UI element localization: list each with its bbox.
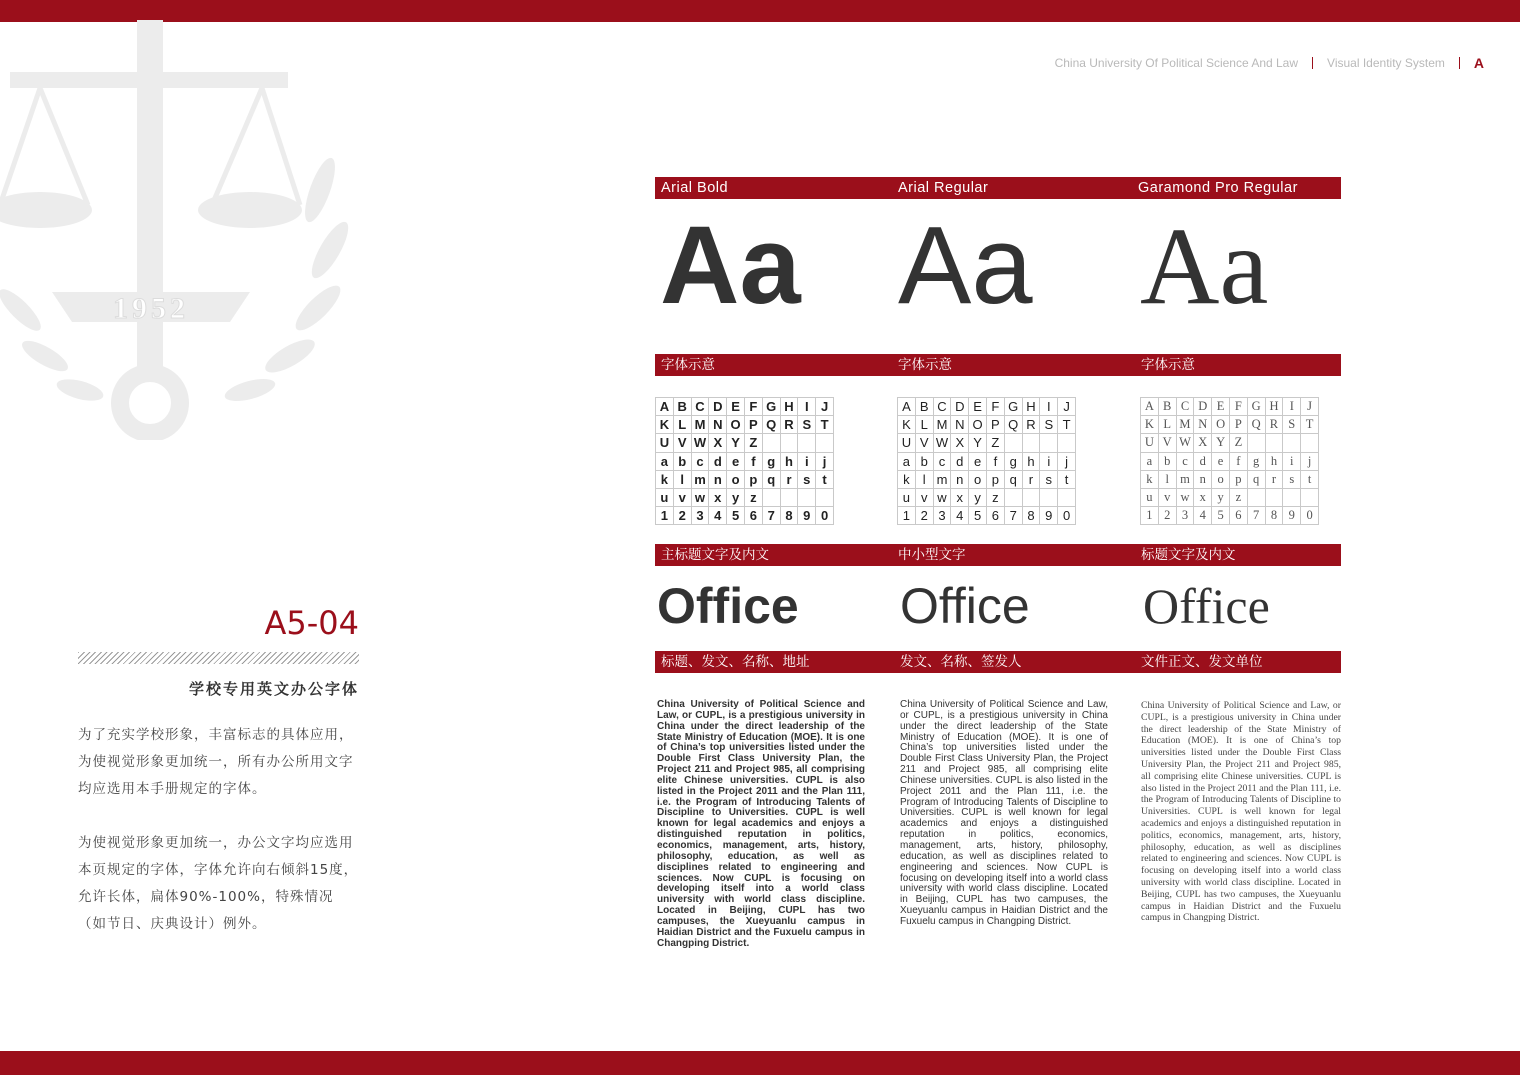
char-grid-cell: U bbox=[1141, 434, 1159, 452]
body-text-arial-regular: China University of Political Science and Law, or CUPL, is a prestigious university in China under the direct leadership of the State Ministry of Education (MOE). It is one of China’s top universities listed under the Double First Class University Plan, the Project 211 and Project 985, all comprising elite Chinese universities. CUPL is also listed in the Project 2011 and the Plan 111, i.e. the Program of Introducing Talents of Discipline to Universities. CUPL is well known for legal academics and enjoys a distinguished reputation in politics, economics, management, arts, history, philosophy, education, as well as disciplines related to engineering and sciences. Now CUPL is focusing on developing itself into a world class university with world class discipline. Located in Beijing, CUPL has two campuses, the Xueyuanlu campus in Haidian District and the Fuxuelu campus in Changping District. bbox=[900, 699, 1108, 927]
char-grid-cell: 8 bbox=[781, 507, 799, 525]
char-grid-cell: e bbox=[727, 453, 745, 471]
char-grid-cell: s bbox=[1283, 471, 1301, 489]
char-grid-cell: x bbox=[709, 489, 727, 507]
font-name-arial-regular: Arial Regular bbox=[898, 180, 989, 196]
char-grid-cell: s bbox=[1040, 471, 1058, 489]
char-grid-cell bbox=[816, 489, 834, 507]
char-grid-cell: q bbox=[763, 471, 781, 489]
char-grid-cell bbox=[1058, 434, 1076, 452]
char-grid-cell: d bbox=[951, 453, 969, 471]
char-grid-cell: i bbox=[798, 453, 816, 471]
char-grid-cell: N bbox=[709, 416, 727, 434]
char-grid-cell: 2 bbox=[1159, 507, 1177, 525]
char-grid-cell: r bbox=[1266, 471, 1284, 489]
char-grid-cell bbox=[781, 434, 799, 452]
char-grid-cell: 3 bbox=[692, 507, 710, 525]
char-grid-cell: V bbox=[674, 434, 692, 452]
char-grid-cell: 9 bbox=[1283, 507, 1301, 525]
header-section-letter: A bbox=[1473, 55, 1484, 71]
char-grid-cell: X bbox=[1194, 434, 1212, 452]
char-grid-cell: m bbox=[1177, 471, 1195, 489]
char-grid-cell: P bbox=[987, 416, 1005, 434]
char-grid-cell: W bbox=[934, 434, 952, 452]
char-grid-cell: 9 bbox=[798, 507, 816, 525]
char-grid-cell: E bbox=[727, 398, 745, 416]
char-grid-cell: W bbox=[1177, 434, 1195, 452]
char-grid-cell: o bbox=[969, 471, 987, 489]
char-grid-cell: 5 bbox=[1212, 507, 1230, 525]
char-grid-cell: f bbox=[987, 453, 1005, 471]
char-grid-cell: 4 bbox=[1194, 507, 1212, 525]
char-grid-cell: O bbox=[1212, 416, 1230, 434]
char-grid-cell bbox=[763, 434, 781, 452]
char-grid-cell: K bbox=[656, 416, 674, 434]
char-grid-cell: Q bbox=[1005, 416, 1023, 434]
char-grid-cell: T bbox=[1301, 416, 1319, 434]
char-grid-cell: 5 bbox=[727, 507, 745, 525]
char-grid-cell: 8 bbox=[1023, 507, 1041, 525]
char-grid-cell: S bbox=[1283, 416, 1301, 434]
header-divider bbox=[1312, 57, 1313, 69]
emblem-year: 1952 bbox=[113, 292, 189, 325]
char-grid-cell: i bbox=[1040, 453, 1058, 471]
hatched-divider bbox=[78, 652, 359, 664]
char-grid-cell: 0 bbox=[1058, 507, 1076, 525]
char-grid-cell: o bbox=[727, 471, 745, 489]
header-university: China University Of Political Science And Law bbox=[1054, 56, 1299, 70]
char-grid-cell bbox=[1005, 434, 1023, 452]
char-grid-cell bbox=[1248, 489, 1266, 507]
sample-arial-regular: Aa bbox=[898, 204, 1033, 327]
char-grid-cell: 3 bbox=[934, 507, 952, 525]
char-grid-cell bbox=[1040, 434, 1058, 452]
char-grid-cell: Z bbox=[745, 434, 763, 452]
usage-note-small: 发文、名称、签发人 bbox=[900, 654, 1022, 670]
char-grid-cell: y bbox=[1212, 489, 1230, 507]
university-emblem-watermark bbox=[0, 20, 380, 440]
char-grid-cell: E bbox=[969, 398, 987, 416]
char-grid-cell: G bbox=[1005, 398, 1023, 416]
char-grid-cell: t bbox=[1301, 471, 1319, 489]
char-grid-cell: L bbox=[674, 416, 692, 434]
char-grid-cell: w bbox=[692, 489, 710, 507]
char-grid-cell bbox=[816, 434, 834, 452]
char-grid-cell: a bbox=[656, 453, 674, 471]
office-sample-arial-bold: Office bbox=[657, 578, 799, 634]
char-grid-cell: s bbox=[798, 471, 816, 489]
char-grid-cell: H bbox=[1266, 398, 1284, 416]
char-grid-cell: Y bbox=[969, 434, 987, 452]
char-grid-cell: D bbox=[1194, 398, 1212, 416]
char-grid-cell: A bbox=[1141, 398, 1159, 416]
char-grid-cell: x bbox=[1194, 489, 1212, 507]
char-grid-cell: r bbox=[781, 471, 799, 489]
char-grid-cell: I bbox=[798, 398, 816, 416]
char-grid-cell: M bbox=[934, 416, 952, 434]
demo-label: 字体示意 bbox=[1141, 357, 1195, 373]
char-grid-cell: 7 bbox=[1248, 507, 1266, 525]
char-grid-cell: o bbox=[1212, 471, 1230, 489]
char-grid-cell: J bbox=[816, 398, 834, 416]
char-grid-cell: C bbox=[934, 398, 952, 416]
office-sample-garamond: Office bbox=[1143, 578, 1270, 634]
char-grid-arial-bold bbox=[655, 397, 834, 525]
char-grid-cell: w bbox=[1177, 489, 1195, 507]
char-grid-cell: H bbox=[1023, 398, 1041, 416]
office-sample-arial-regular: Office bbox=[900, 578, 1030, 634]
char-grid-cell: a bbox=[898, 453, 916, 471]
char-grid-cell: b bbox=[674, 453, 692, 471]
char-grid-cell: z bbox=[987, 489, 1005, 507]
char-grid-cell bbox=[1023, 489, 1041, 507]
char-grid-cell: v bbox=[674, 489, 692, 507]
char-grid-cell: N bbox=[1194, 416, 1212, 434]
char-grid-cell: 1 bbox=[1141, 507, 1159, 525]
char-grid-cell: 4 bbox=[951, 507, 969, 525]
char-grid-cell: F bbox=[1230, 398, 1248, 416]
char-grid-cell: j bbox=[816, 453, 834, 471]
sample-garamond: Aa bbox=[1140, 205, 1269, 327]
char-grid-cell: E bbox=[1212, 398, 1230, 416]
header-divider bbox=[1459, 57, 1460, 69]
char-grid-cell: 5 bbox=[969, 507, 987, 525]
char-grid-cell: l bbox=[1159, 471, 1177, 489]
char-grid-cell: I bbox=[1040, 398, 1058, 416]
body-text-arial-bold: China University of Political Science and Law, or CUPL, is a prestigious university in China under the direct leadership of the State Ministry of Education (MOE). It is one of China’s top universities listed under the Double First Class University Plan, the Project 211 and Project 985, all comprising elite Chinese universities. CUPL is also listed in the Project 2011 and the Plan 111, i.e. the Program of Introducing Talents of Discipline to Universities. CUPL is well known for legal academics and enjoys a distinguished reputation in politics, economics, management, arts, history, philosophy, education, as well as disciplines related to engineering and sciences. Now CUPL is focusing on developing itself into a world class university with world class discipline. Located in Beijing, CUPL has two campuses, the Xueyuanlu campus in Haidian District and the Fuxuelu campus in Changping District. bbox=[657, 699, 865, 949]
char-grid-cell: N bbox=[951, 416, 969, 434]
bottom-band bbox=[0, 1051, 1520, 1075]
char-grid-cell: W bbox=[692, 434, 710, 452]
char-grid-cell: Q bbox=[1248, 416, 1266, 434]
char-grid-cell: h bbox=[1266, 453, 1284, 471]
char-grid-cell: I bbox=[1283, 398, 1301, 416]
char-grid-cell: n bbox=[1194, 471, 1212, 489]
char-grid-cell: p bbox=[745, 471, 763, 489]
char-grid-cell: e bbox=[969, 453, 987, 471]
char-grid-cell: X bbox=[709, 434, 727, 452]
char-grid-cell: S bbox=[798, 416, 816, 434]
char-grid-cell: t bbox=[1058, 471, 1076, 489]
char-grid-cell bbox=[763, 489, 781, 507]
char-grid-cell: b bbox=[916, 453, 934, 471]
char-grid-cell: c bbox=[934, 453, 952, 471]
char-grid-cell: O bbox=[969, 416, 987, 434]
char-grid-cell: C bbox=[692, 398, 710, 416]
char-grid-cell bbox=[1283, 434, 1301, 452]
char-grid-cell: V bbox=[1159, 434, 1177, 452]
top-band bbox=[0, 0, 1520, 22]
char-grid-cell: O bbox=[727, 416, 745, 434]
char-grid-cell: q bbox=[1248, 471, 1266, 489]
char-grid-cell: b bbox=[1159, 453, 1177, 471]
char-grid-cell: Z bbox=[987, 434, 1005, 452]
char-grid-cell: 1 bbox=[898, 507, 916, 525]
rules-paragraph: 为使视觉形象更加统一，办公文字均应选用 本页规定的字体，字体允许向右倾斜15度， 允许长体，扁体90%-100%，特殊情况 （如节日、庆典设计）例外。 bbox=[78, 835, 359, 932]
char-grid-cell: F bbox=[987, 398, 1005, 416]
usage-note-main: 标题、发文、名称、地址 bbox=[661, 654, 810, 670]
char-grid-cell bbox=[1040, 489, 1058, 507]
char-grid-cell: Z bbox=[1230, 434, 1248, 452]
char-grid-cell: u bbox=[898, 489, 916, 507]
demo-label-bar bbox=[655, 354, 1341, 376]
intro-paragraph: 为了充实学校形象，丰富标志的具体应用， 为使视觉形象更加统一，所有办公所用文字 均应选用本手册规定的字体。 bbox=[78, 727, 354, 797]
char-grid-cell: T bbox=[816, 416, 834, 434]
char-grid-cell: j bbox=[1058, 453, 1076, 471]
char-grid-cell: H bbox=[781, 398, 799, 416]
char-grid-cell: g bbox=[763, 453, 781, 471]
char-grid-cell: U bbox=[656, 434, 674, 452]
char-grid-cell bbox=[1266, 489, 1284, 507]
char-grid-cell: A bbox=[898, 398, 916, 416]
char-grid-cell: 1 bbox=[656, 507, 674, 525]
char-grid-cell: 6 bbox=[745, 507, 763, 525]
char-grid-cell: T bbox=[1058, 416, 1076, 434]
char-grid-cell: p bbox=[1230, 471, 1248, 489]
char-grid-cell: J bbox=[1301, 398, 1319, 416]
char-grid-cell bbox=[1301, 434, 1319, 452]
char-grid-cell: X bbox=[951, 434, 969, 452]
char-grid-cell: K bbox=[1141, 416, 1159, 434]
char-grid-cell: y bbox=[727, 489, 745, 507]
char-grid-cell: 6 bbox=[1230, 507, 1248, 525]
char-grid-cell bbox=[1301, 489, 1319, 507]
char-grid-cell: Y bbox=[727, 434, 745, 452]
section-subtitle: 学校专用英文办公字体 bbox=[188, 680, 359, 698]
char-grid-cell: u bbox=[1141, 489, 1159, 507]
char-grid-cell: C bbox=[1177, 398, 1195, 416]
char-grid-cell: f bbox=[745, 453, 763, 471]
char-grid-cell: G bbox=[1248, 398, 1266, 416]
char-grid-cell: J bbox=[1058, 398, 1076, 416]
char-grid-cell: M bbox=[1177, 416, 1195, 434]
char-grid-cell: k bbox=[656, 471, 674, 489]
char-grid-cell: v bbox=[1159, 489, 1177, 507]
char-grid-cell: L bbox=[916, 416, 934, 434]
usage-header-small: 中小型文字 bbox=[898, 547, 966, 563]
char-grid-cell: 0 bbox=[816, 507, 834, 525]
char-grid-cell bbox=[1248, 434, 1266, 452]
char-grid-cell: c bbox=[1177, 453, 1195, 471]
char-grid-cell: w bbox=[934, 489, 952, 507]
char-grid-cell: e bbox=[1212, 453, 1230, 471]
usage-note-bar bbox=[655, 651, 1341, 673]
char-grid-cell: v bbox=[916, 489, 934, 507]
char-grid-cell bbox=[1023, 434, 1041, 452]
section-code: A5-04 bbox=[264, 604, 359, 642]
char-grid-cell: R bbox=[1023, 416, 1041, 434]
char-grid-cell: r bbox=[1023, 471, 1041, 489]
char-grid-cell: 4 bbox=[709, 507, 727, 525]
char-grid-cell: P bbox=[745, 416, 763, 434]
char-grid-cell: g bbox=[1005, 453, 1023, 471]
char-grid-cell: B bbox=[674, 398, 692, 416]
usage-header-bar bbox=[655, 544, 1341, 566]
char-grid-cell: g bbox=[1248, 453, 1266, 471]
char-grid-cell: h bbox=[1023, 453, 1041, 471]
char-grid-cell bbox=[1266, 434, 1284, 452]
char-grid-cell: F bbox=[745, 398, 763, 416]
page-header bbox=[1055, 55, 1484, 71]
char-grid-garamond bbox=[1140, 397, 1319, 525]
sample-arial-bold: Aa bbox=[660, 204, 801, 327]
char-grid-cell: q bbox=[1005, 471, 1023, 489]
char-grid-cell: S bbox=[1040, 416, 1058, 434]
font-name-arial-bold: Arial Bold bbox=[661, 180, 729, 196]
char-grid-cell: l bbox=[916, 471, 934, 489]
char-grid-cell: D bbox=[951, 398, 969, 416]
char-grid-cell: i bbox=[1283, 453, 1301, 471]
char-grid-cell: Y bbox=[1212, 434, 1230, 452]
char-grid-cell bbox=[1005, 489, 1023, 507]
char-grid-cell: U bbox=[898, 434, 916, 452]
char-grid-cell: a bbox=[1141, 453, 1159, 471]
char-grid-cell: d bbox=[1194, 453, 1212, 471]
char-grid-cell bbox=[1058, 489, 1076, 507]
char-grid-cell bbox=[798, 434, 816, 452]
char-grid-cell: 7 bbox=[763, 507, 781, 525]
char-grid-cell: u bbox=[656, 489, 674, 507]
char-grid-cell: P bbox=[1230, 416, 1248, 434]
char-grid-cell: m bbox=[934, 471, 952, 489]
char-grid-cell: y bbox=[969, 489, 987, 507]
char-grid-cell: V bbox=[916, 434, 934, 452]
char-grid-cell: L bbox=[1159, 416, 1177, 434]
char-grid-cell: D bbox=[709, 398, 727, 416]
char-grid-cell: 8 bbox=[1266, 507, 1284, 525]
char-grid-cell: G bbox=[763, 398, 781, 416]
char-grid-cell: R bbox=[781, 416, 799, 434]
char-grid-cell: k bbox=[1141, 471, 1159, 489]
font-name-garamond: Garamond Pro Regular bbox=[1138, 180, 1298, 196]
char-grid-cell: 7 bbox=[1005, 507, 1023, 525]
char-grid-cell: t bbox=[816, 471, 834, 489]
char-grid-cell: m bbox=[692, 471, 710, 489]
demo-label: 字体示意 bbox=[661, 357, 715, 373]
font-name-bar bbox=[655, 177, 1341, 199]
char-grid-cell: n bbox=[951, 471, 969, 489]
char-grid-cell bbox=[781, 489, 799, 507]
body-text-garamond: China University of Political Science and Law, or CUPL, is a prestigious university in China under the direct leadership of the State Ministry of Education (MOE). It is one of China’s top universities listed under the Double First Class University Plan, the Project 211 and Project 985, all comprising elite Chinese universities. CUPL is also listed in the Project 2011 and the Plan 111, i.e. the Program of Introducing Talents of Discipline to Universities. CUPL is well known for legal academics and enjoys a distinguished reputation in politics, economics, management, arts, history, philosophy, education, as well as disciplines related to engineering and sciences. Now CUPL is focusing on developing itself into a world class university with world class discipline. Located in Beijing, CUPL has two campuses, the Xueyuanlu campus in Haidian District and the Fuxuelu campus in Changping District. bbox=[1141, 700, 1341, 924]
char-grid-cell bbox=[1283, 489, 1301, 507]
char-grid-cell: k bbox=[898, 471, 916, 489]
char-grid-cell: B bbox=[916, 398, 934, 416]
usage-header-title: 标题文字及内文 bbox=[1141, 547, 1236, 563]
char-grid-cell: K bbox=[898, 416, 916, 434]
char-grid-cell: h bbox=[781, 453, 799, 471]
char-grid-cell: 2 bbox=[674, 507, 692, 525]
char-grid-cell: c bbox=[692, 453, 710, 471]
char-grid-cell: z bbox=[1230, 489, 1248, 507]
demo-label: 字体示意 bbox=[898, 357, 952, 373]
char-grid-arial-regular bbox=[897, 397, 1076, 525]
usage-header-main: 主标题文字及内文 bbox=[661, 547, 769, 563]
usage-note-title: 文件正文、发文单位 bbox=[1141, 654, 1263, 670]
char-grid-cell: A bbox=[656, 398, 674, 416]
char-grid-cell: 6 bbox=[987, 507, 1005, 525]
char-grid-cell: l bbox=[674, 471, 692, 489]
char-grid-cell: x bbox=[951, 489, 969, 507]
char-grid-cell: p bbox=[987, 471, 1005, 489]
char-grid-cell: B bbox=[1159, 398, 1177, 416]
char-grid-cell: Q bbox=[763, 416, 781, 434]
char-grid-cell: n bbox=[709, 471, 727, 489]
char-grid-cell: 2 bbox=[916, 507, 934, 525]
char-grid-cell: M bbox=[692, 416, 710, 434]
char-grid-cell: 9 bbox=[1040, 507, 1058, 525]
char-grid-cell: z bbox=[745, 489, 763, 507]
char-grid-cell bbox=[798, 489, 816, 507]
char-grid-cell: R bbox=[1266, 416, 1284, 434]
char-grid-cell: j bbox=[1301, 453, 1319, 471]
header-system: Visual Identity System bbox=[1327, 56, 1445, 70]
char-grid-cell: f bbox=[1230, 453, 1248, 471]
char-grid-cell: d bbox=[709, 453, 727, 471]
char-grid-cell: 3 bbox=[1177, 507, 1195, 525]
char-grid-cell: 0 bbox=[1301, 507, 1319, 525]
